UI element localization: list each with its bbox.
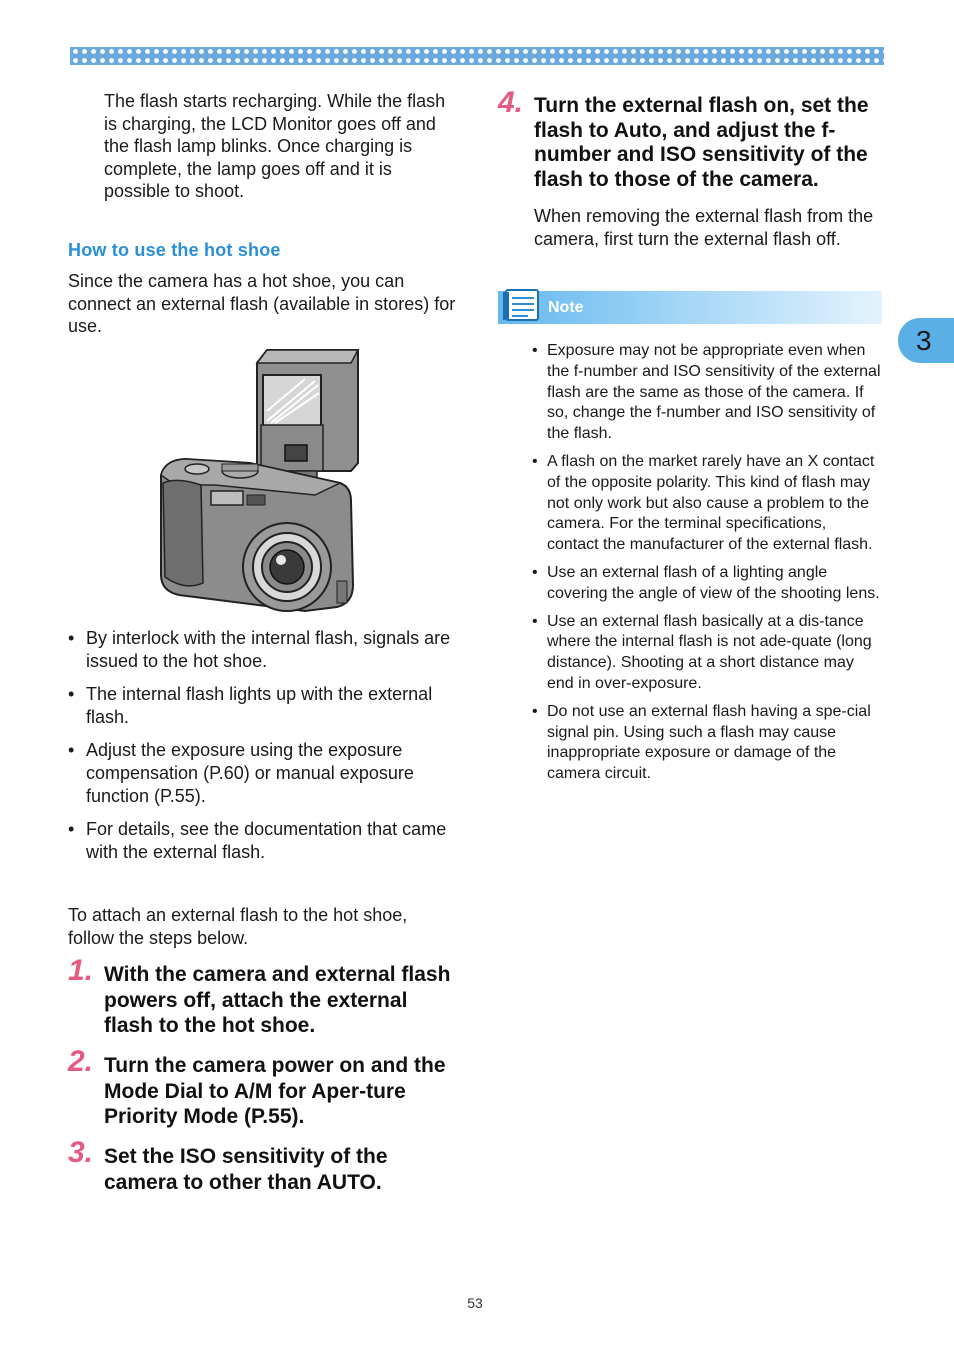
note-header (498, 291, 882, 324)
intro-paragraph: The flash starts recharging. While the flash is charging, the LCD Monitor goes off and the flash lamp blinks. Once charging is complete, the lamp goes off and it is possible to shoot. (104, 91, 446, 202)
hot-shoe-description: Since the camera has a hot shoe, you can connect an external flash (available in stores) for use. (68, 271, 456, 337)
page-number: 53 (467, 1295, 483, 1311)
bullet-glyph: • (532, 612, 538, 630)
list-item: • Do not use an external flash having a spe-cial signal pin. Using such a flash may cause inappropriate exposure or damage of the camera circuit. (532, 702, 871, 783)
step-number: 1. (68, 954, 94, 987)
bullet-glyph: • (532, 702, 538, 720)
list-item: • For details, see the documentation that came with the external flash. (68, 819, 447, 862)
list-item: • The internal flash lights up with the external flash. (68, 684, 433, 727)
step-text: Turn the external flash on, set the flash to Auto, and adjust the f-number and ISO sensitivity of the flash to those of the camera. (534, 94, 869, 191)
bullet-glyph: • (532, 563, 538, 581)
bullet-glyph: • (532, 342, 538, 359)
step-text: Set the ISO sensitivity of the camera to other than AUTO. (104, 1145, 388, 1194)
list-item: • Use an external flash basically at a dis-tance where the internal flash is not ade-quate (long distance). Shooting at a short distance may end in over-exposure. (532, 612, 872, 692)
bullet-glyph: • (532, 452, 538, 470)
bullet-glyph: • (68, 740, 75, 761)
list-item: • By interlock with the internal flash, signals are issued to the hot shoe. (68, 628, 451, 671)
section-heading-hot-shoe: How to use the hot shoe (68, 240, 281, 260)
step-4-description: When removing the external flash from the camera, first turn the external flash off. (534, 206, 874, 249)
note-label: Note (548, 299, 584, 316)
list-item: • Adjust the exposure using the exposure compensation (P.60) or manual exposure function (P.55). (68, 740, 414, 806)
step-text: With the camera and external flash powers off, attach the external flash to the hot shoe. (104, 963, 451, 1037)
camera-with-external-flash-illustration (155, 345, 360, 613)
chapter-tab (898, 318, 954, 363)
bullet-glyph: • (68, 628, 75, 648)
bullet-glyph: • (68, 684, 75, 705)
decorative-header-band (70, 47, 884, 65)
attach-intro-paragraph: To attach an external flash to the hot shoe, follow the steps below. (68, 905, 408, 948)
chapter-number: 3 (916, 324, 932, 356)
step-number: 3. (68, 1136, 94, 1169)
note-list (532, 341, 882, 792)
step-text: Turn the camera power on and the Mode Dial to A/M for Aper-ture Priority Mode (P.55). (104, 1054, 446, 1128)
hot-shoe-bullet-list (66, 627, 458, 874)
bullet-glyph: • (68, 819, 75, 840)
list-item: • Use an external flash of a lighting angle covering the angle of view of the shooting lens. (532, 563, 880, 602)
list-item: • Exposure may not be appropriate even when the f-number and ISO sensitivity of the external flash are the same as those of the camera. If so, change the f-number and ISO sensitivity of the flash. (532, 342, 881, 443)
step-number: 4. (498, 86, 524, 119)
step-number: 2. (68, 1045, 94, 1078)
list-item: • A flash on the market rarely have an X contact of the opposite polarity. This kind of flash may not only work but also cause a problem to the camera. For the terminal specifications, contact the manufacturer of the external flash. (532, 452, 875, 554)
notepad-icon (500, 286, 542, 322)
